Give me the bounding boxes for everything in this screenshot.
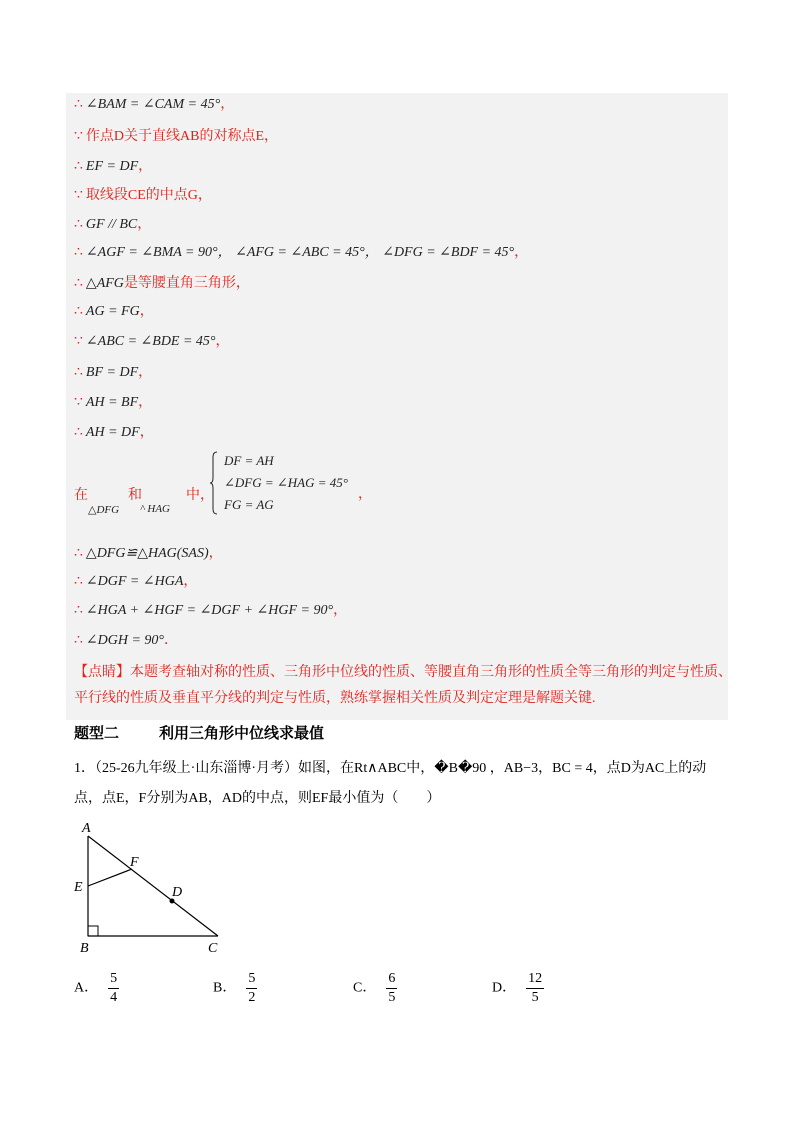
- option-c[interactable]: C． $\frac{6}{5}$: [353, 971, 396, 1005]
- left-brace-icon: [210, 451, 218, 515]
- system-eq: DF = AH: [224, 453, 274, 468]
- solution-line: ∴ ∠BAM = ∠CAM = 45°，: [74, 97, 235, 112]
- section-label: 题型二: [74, 724, 120, 742]
- punct: ，: [358, 487, 372, 502]
- option-a[interactable]: A． $\frac{5}{4}$: [74, 971, 118, 1005]
- triangle-hag: ^ HAG: [140, 503, 170, 515]
- solution-line: ∴ ∠DGF = ∠HGA，: [74, 574, 198, 589]
- label-f: F: [130, 855, 139, 870]
- triangle-dfg: △DFG: [88, 504, 120, 516]
- solution-line: ∴ AG = FG，: [74, 304, 154, 319]
- solution-line: ∴ EF = DF，: [74, 159, 153, 174]
- label-c: C: [208, 941, 218, 956]
- comment-note: 【点睛】本题考查轴对称的性质、三角形中位线的性质、等腰直角三角形的性质全等三角形的判定与性质、平行线的性质及垂直平分线的判定与性质，熟练掌握相关性质及判定定理是解题关键.: [74, 665, 732, 706]
- solution-line: ∴ △AFG是等腰直角三角形，: [74, 276, 250, 291]
- section-title: 利用三角形中位线求最值: [159, 724, 325, 742]
- label-a: A: [82, 821, 91, 836]
- solution-line: ∴ ∠HGA + ∠HGF = ∠DGF + ∠HGF = 90°，: [74, 603, 348, 618]
- solution-line: ∴ GF // BC，: [74, 217, 152, 232]
- congruence-system: [74, 451, 474, 521]
- option-d[interactable]: D． $\frac{12}{5}$: [492, 971, 543, 1005]
- word-he: 和: [128, 488, 142, 503]
- solution-line: ∴ △DFG≌△HAG(SAS)，: [74, 546, 223, 561]
- label-d: D: [172, 885, 183, 900]
- word-zai: 在: [74, 488, 88, 503]
- solution-line: ∴ BF = DF，: [74, 365, 153, 380]
- solution-line: ∵ ∠ABC = ∠BDE = 45°，: [74, 334, 230, 349]
- solution-line: ∴ ∠AGF = ∠BMA = 90°， ∠AFG = ∠ABC = 45°， ∠DFG = ∠BDF = 45°，: [74, 245, 529, 260]
- label-e: E: [74, 880, 83, 895]
- question-text: 1．（25-26九年级上·山东淄博·月考）如图，在Rt∧ABC中，�B�90 ，AB−3，BC = 4，点D为AC上的动点，点E，F分别为AB，AD的中点，则EF最小值为（ ）: [74, 761, 707, 806]
- solution-line: ∵ 取线段CE的中点G，: [74, 188, 212, 203]
- label-b: B: [80, 941, 89, 956]
- word-zhong: 中，: [186, 488, 214, 503]
- option-b[interactable]: B． $\frac{5}{2}$: [213, 971, 256, 1005]
- section-heading: [74, 722, 364, 743]
- system-eq: FG = AG: [224, 497, 274, 512]
- solution-line: ∴ ∠DGH = 90°．: [74, 633, 179, 648]
- solution-line: ∵ AH = BF，: [74, 395, 153, 410]
- solution-line: ∴ AH = DF，: [74, 425, 154, 440]
- triangle-figure: [70, 818, 240, 958]
- solution-line: ∵ 作点D关于直线AB的对称点E，: [74, 129, 279, 144]
- system-eq: ∠DFG = ∠HAG = 45°: [224, 475, 348, 490]
